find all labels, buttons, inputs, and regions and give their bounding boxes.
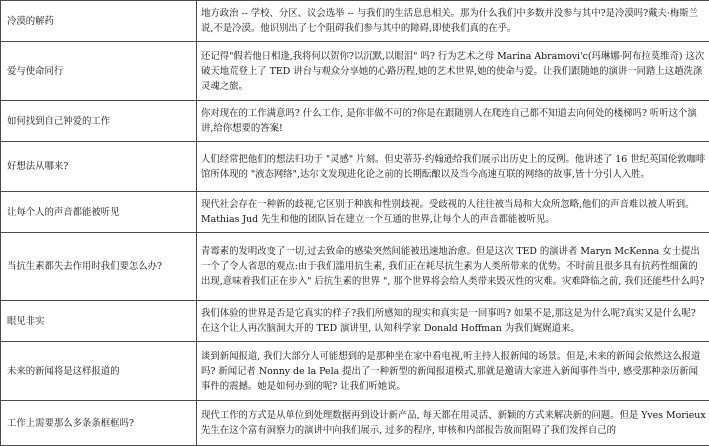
talk-title: 当抗生素都失去作用时我们要怎么办? [1, 233, 197, 301]
talk-title: 工作上需要那么多条条框框吗? [1, 401, 197, 446]
talk-title: 好想法从哪来? [1, 142, 197, 192]
talk-description: 人们经常把他们的想法归功于 "灵感" 片刻。但史蒂芬·约翰逊给我们展示出历史上的反例。他讲述了 16 世纪英国伦敦咖啡馆所体现的 "液态网络",达尔文发现进化论之前的长期酝酿以及当今高速互联的网络的故事,皆十分引人入胜。 [197, 142, 709, 192]
talk-description: 地方政治 -- 学校、分区、议会选举 -- 与我们的生活息息相关。那为什么我们中多数并没参与其中?是冷漠吗?戴夫·梅斯兰说,不是冷漠。他识别出了七个阻碍我们参与其中的障碍,即使我们真的在乎。 [197, 1, 709, 42]
talk-description: 还记得"假若他日相逢,我将何以贺你?以沉默,以眼泪" 吗? 行为艺术之母 Marina Abramovi'c(玛琳娜·阿布拉莫维奇) 这次破天地荒登上了 TED 讲台与观众分享她的心路历程,她的艺术世界,她的使命与爱。让我们跟随她的演讲一同踏上这趟洗涤灵魂之旅。 [197, 42, 709, 101]
talk-description: 谈到新闻报道, 我们大部分人可能想到的是那种坐在家中看电视,听主持人报新闻的场景。但是,未来的新闻会依然这么报道吗? 新闻记者 Nonny de la Pela 提出了一种新型的新闻报道模式,那就是邀请大家进入新闻事件当中, 感受那种亲历新闻事件的震撼。她是如何办到的呢? 让我们听她说。 [197, 342, 709, 401]
table-row [1, 192, 709, 233]
talk-description: 现代工作的方式是从单位到处理数据再到设计新产品, 每天都在用灵活、新颖的方式来解决新的问题。但是 Yves Morieux 先生在这个富有洞察力的演讲中向我们展示, 过多的程序, 审核和内部报告放而阻碍了我们发挥自己的 [197, 401, 709, 446]
talk-description: 青霉素的发明改变了一切,过去致命的感染突然间能被迅速地治愈。但是这次 TED 的演讲者 Maryn McKenna 女士提出一个了令人省思的观点:由于我们滥用抗生素, 我们正在耗尽抗生素为人类所带来的优势。不时前且很多具有抗药性细菌的出现,意味着我们正在步入" 后抗生素的世界 ", 那个世界将会给人类带来毁灭性的灾难。灾难降临之前, 我们还能些什么吗? [197, 233, 709, 301]
table-row [1, 1, 709, 42]
talk-description: 现代社会存在一种新的歧视,它区别于种族和性别歧视。受歧视的人往往被当局和大众所忽略,他们的声音难以被人听到。 Mathias Jud 先生和他的团队旨在建立一个互通的世界,让每个人的声音都能被听见。 [197, 192, 709, 233]
table-row [1, 42, 709, 101]
talk-title: 让每个人的声音都能被听见 [1, 192, 197, 233]
table-row [1, 233, 709, 301]
table-row [1, 142, 709, 192]
table-row [1, 301, 709, 342]
table-row [1, 342, 709, 401]
table-row [1, 101, 709, 142]
talk-description: 你对现在的工作满意吗? 什么工作, 是你非做不可的?你是在跟随别人在爬连自己都不知道去向何处的楼梯吗? 听听这个演讲,给你想要的答案! [197, 101, 709, 142]
talk-title: 眼见非实 [1, 301, 197, 342]
talk-title: 冷漠的解药 [1, 1, 197, 42]
talk-title: 爱与使命同行 [1, 42, 197, 101]
table-row [1, 401, 709, 446]
talk-description: 我们体验的世界是否是它真实的样子?我们所感知的现实和真实是一回事吗? 如果不是,那这是为什么呢?真实又是什么呢? 在这个让人再次脑洞大开的 TED 演讲里, 认知科学家 Donald Hoffman 为我们娓娓道来。 [197, 301, 709, 342]
talk-title: 如何找到自己钟爱的工作 [1, 101, 197, 142]
talk-title: 未来的新闻将是这样报道的 [1, 342, 197, 401]
